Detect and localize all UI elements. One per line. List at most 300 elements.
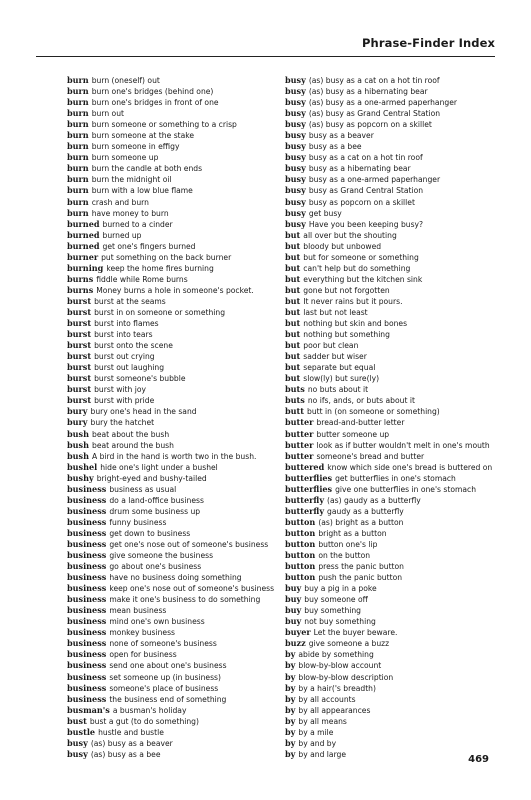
index-entry xyxy=(67,130,287,141)
headword: busy xyxy=(285,174,306,185)
headword: buy xyxy=(285,616,302,627)
phrase: slow(ly) but sure(ly) xyxy=(303,374,380,384)
phrase: A bird in the hand is worth two in the bush. xyxy=(92,451,257,461)
phrase: burst into tears xyxy=(94,330,153,340)
headword: burst xyxy=(67,362,92,373)
phrase: look as if butter wouldn't melt in one's mouth xyxy=(316,440,490,450)
index-entry xyxy=(67,451,287,462)
index-entry xyxy=(67,119,287,130)
headword: burn xyxy=(67,207,89,218)
index-entry xyxy=(67,517,287,528)
phrase: bury the hatchet xyxy=(90,418,155,428)
headword: bush xyxy=(67,450,89,461)
phrase: on the button xyxy=(318,551,371,561)
phrase: know which side one's bread is buttered on xyxy=(327,462,493,472)
headword: business xyxy=(67,649,107,660)
headword: burned xyxy=(67,229,100,240)
index-entry xyxy=(285,97,505,108)
headword: business xyxy=(67,627,107,638)
phrase: buy something xyxy=(304,606,361,616)
index-entry xyxy=(285,605,505,616)
headword: but xyxy=(285,273,301,284)
phrase: button one's lip xyxy=(318,539,378,549)
headword: busy xyxy=(285,130,306,141)
index-entry xyxy=(67,749,287,760)
index-entry xyxy=(285,329,505,340)
headword: busy xyxy=(285,75,306,85)
phrase: by a hair('s breadth) xyxy=(298,683,376,693)
headword: but xyxy=(285,340,301,351)
phrase: burn someone at the stake xyxy=(91,131,195,141)
index-entry xyxy=(67,263,287,274)
index-entry xyxy=(67,395,287,406)
index-entry xyxy=(67,97,287,108)
index-entry xyxy=(285,219,505,230)
index-entry xyxy=(285,616,505,627)
phrase: (as) gaudy as a butterfly xyxy=(327,495,421,505)
index-entry xyxy=(285,296,505,307)
index-entry xyxy=(285,660,505,671)
headword: but xyxy=(285,251,301,262)
phrase: beat around the bush xyxy=(92,440,174,450)
headword: business xyxy=(67,572,107,583)
phrase: blow-by-blow account xyxy=(298,661,382,671)
phrase: burn the midnight oil xyxy=(91,175,172,185)
headword: butterfly xyxy=(285,494,325,505)
headword: button xyxy=(285,550,316,561)
phrase: no ifs, ands, or buts about it xyxy=(307,396,415,406)
headword: business xyxy=(67,516,107,527)
headword: business xyxy=(67,550,107,561)
phrase: burst out laughing xyxy=(94,363,165,373)
phrase: Money burns a hole in someone's pocket. xyxy=(96,285,254,295)
phrase: set someone up (in business) xyxy=(109,672,221,682)
phrase: have no business doing something xyxy=(109,573,242,583)
index-entry xyxy=(67,174,287,185)
phrase: give one butterflies in one's stomach xyxy=(335,484,477,494)
phrase: funny business xyxy=(109,517,167,527)
phrase: not buy something xyxy=(304,617,376,627)
index-entry xyxy=(67,649,287,660)
headword: burn xyxy=(67,130,89,141)
index-entry xyxy=(285,451,505,462)
headword: bush xyxy=(67,439,89,450)
index-entry xyxy=(67,86,287,97)
phrase: get butterflies in one's stomach xyxy=(335,473,456,483)
headword: butterfly xyxy=(285,505,325,516)
index-entry xyxy=(285,484,505,495)
headword: but xyxy=(285,295,301,306)
phrase: busy as a hibernating bear xyxy=(308,164,411,174)
index-entry xyxy=(67,373,287,384)
phrase: (as) busy as popcorn on a skillet xyxy=(308,120,432,130)
headword: by xyxy=(285,660,296,671)
headword: buy xyxy=(285,605,302,616)
phrase: make it one's business to do something xyxy=(109,595,261,605)
index-entry xyxy=(285,230,505,241)
phrase: do a land-office business xyxy=(109,495,204,505)
headword: but xyxy=(285,318,301,329)
index-entry xyxy=(285,517,505,528)
index-entry xyxy=(67,230,287,241)
headword: but xyxy=(285,351,301,362)
headword: burn xyxy=(67,174,89,185)
phrase: by all appearances xyxy=(298,705,371,715)
headword: burned xyxy=(67,218,100,229)
phrase: butt in (on someone or something) xyxy=(307,407,440,417)
index-entry xyxy=(67,185,287,196)
phrase: a busman's holiday xyxy=(112,705,187,715)
index-entry xyxy=(285,351,505,362)
headword: but xyxy=(285,329,301,340)
phrase: mind one's own business xyxy=(109,617,205,627)
index-entry xyxy=(285,694,505,705)
phrase: sadder but wiser xyxy=(303,352,367,362)
headword: busy xyxy=(285,218,306,229)
headword: burn xyxy=(67,141,89,152)
headword: busy xyxy=(285,185,306,196)
phrase: busy as a bee xyxy=(308,142,362,152)
index-entry xyxy=(67,429,287,440)
headword: busman's xyxy=(67,704,110,715)
headword: butt xyxy=(285,406,305,417)
phrase: monkey business xyxy=(109,628,175,638)
phrase: give someone a buzz xyxy=(308,639,390,649)
index-entry xyxy=(67,318,287,329)
headword: burn xyxy=(67,97,89,108)
headword: buts xyxy=(285,384,305,395)
phrase: burst someone's bubble xyxy=(94,374,186,384)
headword: business xyxy=(67,494,107,505)
index-entry xyxy=(285,75,505,86)
headword: but xyxy=(285,362,301,373)
phrase: get down to business xyxy=(109,528,191,538)
headword: but xyxy=(285,306,301,317)
phrase: burn someone in effigy xyxy=(91,142,180,152)
index-entry xyxy=(67,561,287,572)
phrase: (as) busy as a one-armed paperhanger xyxy=(308,98,458,108)
index-entry xyxy=(285,274,505,285)
headword: burst xyxy=(67,373,92,384)
phrase: someone's bread and butter xyxy=(316,451,425,461)
index-entry xyxy=(285,561,505,572)
phrase: mean business xyxy=(109,606,167,616)
index-entry xyxy=(67,572,287,583)
phrase: burn one's bridges in front of one xyxy=(91,98,219,108)
headword: busy xyxy=(285,141,306,152)
index-entry xyxy=(67,362,287,373)
index-entry xyxy=(67,307,287,318)
index-entry xyxy=(67,219,287,230)
phrase: burst at the seams xyxy=(94,296,166,306)
headword: burst xyxy=(67,384,92,395)
index-entry xyxy=(285,594,505,605)
index-entry xyxy=(285,638,505,649)
headword: business xyxy=(67,483,107,494)
index-entry xyxy=(285,627,505,638)
headword: burst xyxy=(67,318,92,329)
headword: business xyxy=(67,594,107,605)
index-entry xyxy=(67,484,287,495)
index-entry xyxy=(67,583,287,594)
phrase: (as) bright as a button xyxy=(318,517,404,527)
phrase: buy a pig in a poke xyxy=(304,584,377,594)
phrase: none of someone's business xyxy=(109,639,217,649)
headword: business xyxy=(67,505,107,516)
phrase: hustle and bustle xyxy=(98,727,164,737)
index-entry xyxy=(67,528,287,539)
index-entry xyxy=(67,252,287,263)
phrase: burn (oneself) out xyxy=(91,76,160,85)
phrase: burn the candle at both ends xyxy=(91,164,203,174)
headword: by xyxy=(285,649,296,660)
index-entry xyxy=(67,705,287,716)
index-entry xyxy=(285,130,505,141)
phrase: bloody but unbowed xyxy=(303,241,382,251)
headword: burn xyxy=(67,196,89,207)
index-entry xyxy=(285,429,505,440)
index-entry xyxy=(285,163,505,174)
headword: burn xyxy=(67,75,89,85)
index-entry xyxy=(67,462,287,473)
phrase: poor but clean xyxy=(303,341,359,351)
phrase: no buts about it xyxy=(307,385,369,395)
headword: butter xyxy=(285,439,314,450)
index-entry xyxy=(285,395,505,406)
phrase: abide by something xyxy=(298,650,374,660)
headword: button xyxy=(285,516,316,527)
headword: bustle xyxy=(67,726,96,737)
phrase: separate but equal xyxy=(303,363,376,373)
headword: business xyxy=(67,638,107,649)
headword: button xyxy=(285,561,316,572)
headword: busy xyxy=(285,119,306,130)
phrase: buy someone off xyxy=(304,595,368,605)
running-header xyxy=(36,36,495,57)
index-entry xyxy=(285,152,505,163)
page-title: Phrase-Finder Index xyxy=(362,36,495,50)
index-entry xyxy=(67,627,287,638)
headword: burst xyxy=(67,306,92,317)
headword: bury xyxy=(67,417,88,428)
headword: business xyxy=(67,682,107,693)
phrase: nothing but skin and bones xyxy=(303,319,408,329)
headword: bushy xyxy=(67,472,94,483)
index-column-left xyxy=(67,75,287,760)
index-entry xyxy=(67,75,287,86)
index-entry xyxy=(67,605,287,616)
headword: burst xyxy=(67,295,92,306)
headword: bush xyxy=(67,428,89,439)
index-entry xyxy=(67,638,287,649)
headword: buzz xyxy=(285,638,306,649)
index-entry xyxy=(67,108,287,119)
index-entry xyxy=(67,738,287,749)
phrase: (as) busy as a bee xyxy=(90,749,161,759)
headword: business xyxy=(67,671,107,682)
headword: by xyxy=(285,715,296,726)
headword: burner xyxy=(67,251,99,262)
index-entry xyxy=(285,252,505,263)
headword: but xyxy=(285,373,301,384)
headword: business xyxy=(67,561,107,572)
index-entry xyxy=(285,462,505,473)
phrase: busy as Grand Central Station xyxy=(308,186,424,196)
headword: buttered xyxy=(285,461,325,472)
index-entry xyxy=(67,340,287,351)
index-entry xyxy=(285,672,505,683)
phrase: burst into flames xyxy=(94,319,159,329)
index-entry xyxy=(285,108,505,119)
index-entry xyxy=(285,340,505,351)
headword: business xyxy=(67,660,107,671)
headword: busy xyxy=(285,207,306,218)
phrase: burst in on someone or something xyxy=(94,307,226,317)
phrase: nothing but something xyxy=(303,330,390,340)
headword: butter xyxy=(285,450,314,461)
phrase: Let the buyer beware. xyxy=(313,628,398,638)
phrase: bread-and-butter letter xyxy=(316,418,405,428)
index-entry xyxy=(285,583,505,594)
phrase: drum some business up xyxy=(109,506,201,516)
phrase: can't help but do something xyxy=(303,263,411,273)
headword: by xyxy=(285,682,296,693)
phrase: (as) busy as a cat on a hot tin roof xyxy=(308,76,440,85)
index-entry xyxy=(67,197,287,208)
headword: by xyxy=(285,671,296,682)
phrase: crash and burn xyxy=(91,197,149,207)
phrase: burn one's bridges (behind one) xyxy=(91,87,214,97)
index-entry xyxy=(285,649,505,660)
phrase: (as) busy as a hibernating bear xyxy=(308,87,428,97)
headword: but xyxy=(285,262,301,273)
phrase: by all means xyxy=(298,716,347,726)
phrase: press the panic button xyxy=(318,562,404,572)
headword: butter xyxy=(285,428,314,439)
headword: by xyxy=(285,704,296,715)
index-entry xyxy=(67,208,287,219)
phrase: by a mile xyxy=(298,727,334,737)
index-entry xyxy=(67,506,287,517)
headword: business xyxy=(67,583,107,594)
phrase: last but not least xyxy=(303,307,368,317)
headword: busy xyxy=(285,196,306,207)
headword: burn xyxy=(67,108,89,119)
headword: burn xyxy=(67,86,89,97)
phrase: burned up xyxy=(102,230,142,240)
index-entry xyxy=(285,506,505,517)
index-entry xyxy=(285,539,505,550)
index-entry xyxy=(67,683,287,694)
headword: but xyxy=(285,240,301,251)
phrase: give someone the business xyxy=(109,551,214,561)
index-entry xyxy=(285,572,505,583)
index-entry xyxy=(285,440,505,451)
index-entry xyxy=(285,141,505,152)
index-entry xyxy=(285,384,505,395)
phrase: get one's nose out of someone's business xyxy=(109,539,269,549)
index-entry xyxy=(67,473,287,484)
index-entry xyxy=(285,185,505,196)
headword: butterflies xyxy=(285,472,333,483)
index-entry xyxy=(67,672,287,683)
index-entry xyxy=(67,616,287,627)
phrase: by all accounts xyxy=(298,694,356,704)
index-entry xyxy=(67,384,287,395)
headword: busy xyxy=(285,108,306,119)
phrase: busy as a beaver xyxy=(308,131,374,141)
index-entry xyxy=(285,417,505,428)
index-column-right xyxy=(285,75,505,760)
index-entry xyxy=(67,329,287,340)
phrase: all over but the shouting xyxy=(303,230,397,240)
phrase: business as usual xyxy=(109,484,177,494)
headword: busy xyxy=(285,86,306,97)
phrase: burn someone or something to a crisp xyxy=(91,120,237,130)
phrase: burst out crying xyxy=(94,352,155,362)
phrase: bright as a button xyxy=(318,528,387,538)
phrase: busy as popcorn on a skillet xyxy=(308,197,415,207)
index-entry xyxy=(67,285,287,296)
phrase: burn someone up xyxy=(91,153,159,163)
phrase: the business end of something xyxy=(109,694,227,704)
headword: busy xyxy=(285,163,306,174)
phrase: burn with a low blue flame xyxy=(91,186,193,196)
index-entry xyxy=(285,683,505,694)
phrase: bust a gut (to do something) xyxy=(89,716,199,726)
index-entry xyxy=(285,473,505,484)
index-entry xyxy=(67,406,287,417)
index-entry xyxy=(67,727,287,738)
phrase: keep the home fires burning xyxy=(106,263,214,273)
index-entry xyxy=(67,694,287,705)
index-entry xyxy=(285,373,505,384)
headword: business xyxy=(67,527,107,538)
index-entry xyxy=(67,296,287,307)
phrase: go about one's business xyxy=(109,562,202,572)
headword: by xyxy=(285,737,296,748)
headword: buts xyxy=(285,395,305,406)
phrase: burned to a cinder xyxy=(102,219,173,229)
headword: burning xyxy=(67,262,104,273)
phrase: bright-eyed and bushy-tailed xyxy=(96,473,207,483)
index-entry xyxy=(285,318,505,329)
phrase: (as) busy as a beaver xyxy=(90,738,173,748)
index-entry xyxy=(67,660,287,671)
headword: bushel xyxy=(67,461,98,472)
headword: burn xyxy=(67,119,89,130)
phrase: Have you been keeping busy? xyxy=(308,219,424,229)
phrase: put something on the back burner xyxy=(101,252,232,262)
headword: by xyxy=(285,748,296,759)
headword: butter xyxy=(285,417,314,428)
headword: burns xyxy=(67,284,94,295)
phrase: busy as a cat on a hot tin roof xyxy=(308,153,423,163)
phrase: butter someone up xyxy=(316,429,390,439)
index-entry xyxy=(285,406,505,417)
index-entry xyxy=(285,528,505,539)
headword: busy xyxy=(67,748,88,759)
headword: bury xyxy=(67,406,88,417)
index-entry xyxy=(67,152,287,163)
phrase: burst onto the scene xyxy=(94,341,173,351)
phrase: gone but not forgotten xyxy=(303,285,390,295)
headword: buyer xyxy=(285,627,311,638)
phrase: gaudy as a butterfly xyxy=(327,506,404,516)
phrase: open for business xyxy=(109,650,177,660)
headword: button xyxy=(285,572,316,583)
headword: busy xyxy=(285,152,306,163)
